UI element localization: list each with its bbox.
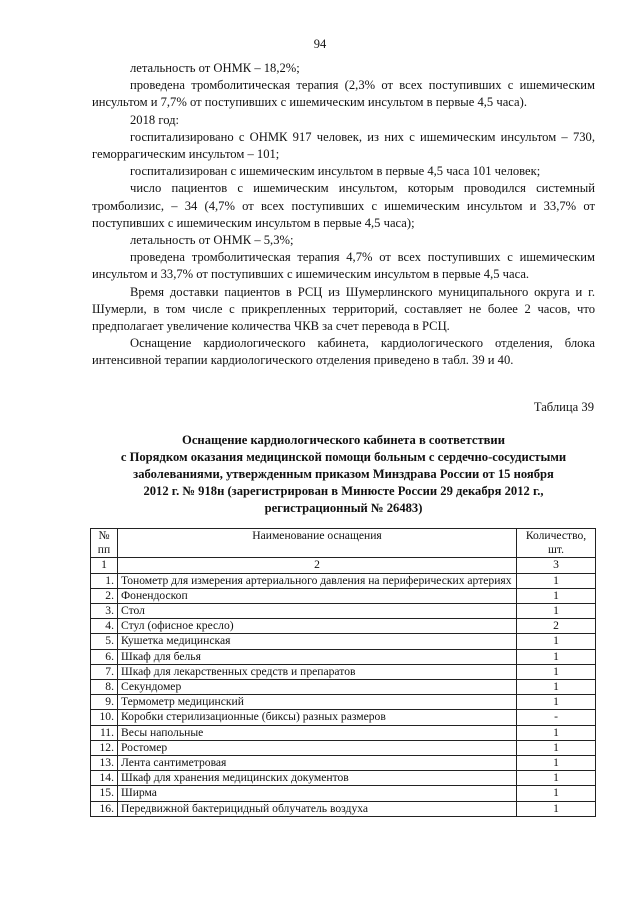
row-number: 2. [91, 588, 118, 603]
paragraph: число пациентов с ишемическим инсультом, которым проводился системный тромболизис, – 34 (4,7% от всех поступивших с ишемическим инсультом и 33,7% от поступивших с ишемическим инсультом в первые 4,5 часа); [92, 181, 595, 230]
table-row [91, 740, 596, 755]
table-label: Таблица 39 [533, 400, 594, 414]
row-number: 1. [91, 573, 118, 588]
table-body [91, 573, 596, 816]
page-number: 94 [313, 37, 327, 51]
row-quantity: 1 [517, 664, 596, 679]
row-number: 3. [91, 604, 118, 619]
row-quantity: - [517, 710, 596, 725]
row-number: 16. [91, 801, 118, 816]
row-quantity: 1 [517, 725, 596, 740]
row-equipment-name: Фонендоскоп [118, 588, 517, 603]
header-number-symbol: № [98, 529, 110, 542]
row-number: 14. [91, 771, 118, 786]
row-equipment-name: Ширма [118, 786, 517, 801]
row-quantity: 1 [517, 604, 596, 619]
row-equipment-name: Лента сантиметровая [118, 756, 517, 771]
table-row [91, 695, 596, 710]
row-equipment-name: Ростомер [118, 740, 517, 755]
row-equipment-name: Передвижной бактерицидный облучатель воздуха [118, 801, 517, 816]
paragraph: госпитализирован с ишемическим инсультом в первые 4,5 часа 101 человек; [130, 164, 541, 179]
row-equipment-name: Шкаф для лекарственных средств и препаратов [118, 664, 517, 679]
paragraph: летальность от ОНМК – 18,2%; [130, 61, 300, 75]
header-quantity-label: Количество, [525, 529, 587, 542]
row-equipment-name: Шкаф для хранения медицинских документов [118, 771, 517, 786]
table-row [91, 771, 596, 786]
table-row [91, 664, 596, 679]
body-text [92, 60, 595, 370]
row-quantity: 1 [517, 634, 596, 649]
paragraph: госпитализировано с ОНМК 917 человек, из них с ишемическим инсультом – 730, геморрагическим инсультом – 101; [92, 129, 595, 162]
row-equipment-name: Стул (офисное кресло) [118, 619, 517, 634]
table-title-line: заболеваниями, утвержденным приказом Минздрава России от 15 ноября [133, 467, 554, 481]
row-quantity: 1 [517, 588, 596, 603]
table-row [91, 801, 596, 816]
header-name: Наименование оснащения [118, 529, 517, 558]
header-quantity [517, 529, 596, 558]
table-title-line: 2012 г. № 918н (зарегистрирован в Минюсте России 29 декабря 2012 г., [143, 484, 544, 498]
column-index: 1 [91, 558, 118, 573]
table-row [91, 573, 596, 588]
row-quantity: 1 [517, 740, 596, 755]
row-quantity: 1 [517, 786, 596, 801]
row-number: 5. [91, 634, 118, 649]
row-number: 6. [91, 649, 118, 664]
column-index: 2 [118, 558, 517, 573]
paragraph: Время доставки пациентов в РСЦ из Шумерлинского муниципального округа и г. Шумерли, в том числе с прикрепленных территорий, составляет не более 2 часов, что предполагает увеличение количества ЧКВ за счет перевода в РСЦ. [92, 284, 595, 334]
table-row [91, 649, 596, 664]
paragraph: проведена тромболитическая терапия 4,7% от всех поступивших с ишемическим инсультом и 33,7% от поступивших с ишемическим инсультом в первые 4,5 часа. [92, 250, 595, 282]
row-quantity: 2 [517, 619, 596, 634]
paragraph: летальность от ОНМК – 5,3%; [130, 233, 294, 248]
header-number [91, 529, 118, 558]
row-quantity: 1 [517, 649, 596, 664]
row-equipment-name: Коробки стерилизационные (биксы) разных размеров [118, 710, 517, 725]
row-equipment-name: Весы напольные [118, 725, 517, 740]
row-number: 8. [91, 680, 118, 695]
table-row [91, 604, 596, 619]
table-row [91, 680, 596, 695]
header-number-abbr: пп [97, 543, 111, 557]
table-title-line: с Порядком оказания медицинской помощи больным с сердечно-сосудистыми [120, 450, 567, 464]
table-row [91, 710, 596, 725]
table-row [91, 588, 596, 603]
table-row [91, 786, 596, 801]
row-quantity: 1 [517, 573, 596, 588]
row-number: 13. [91, 756, 118, 771]
row-equipment-name: Секундомер [118, 680, 517, 695]
column-index-row [91, 558, 596, 573]
table-row [91, 619, 596, 634]
row-quantity: 1 [517, 771, 596, 786]
row-equipment-name: Стол [118, 604, 517, 619]
table-title [92, 432, 595, 517]
paragraph: проведена тромболитическая терапия (2,3% от всех поступивших с ишемическим инсультом и 7,7% от поступивших с ишемическим инсультом в первые 4,5 часа). [92, 78, 595, 110]
row-number: 9. [91, 695, 118, 710]
table-row [91, 756, 596, 771]
table-row [91, 634, 596, 649]
table-title-line: регистрационный № 26483) [264, 501, 423, 515]
row-quantity: 1 [517, 695, 596, 710]
row-quantity: 1 [517, 756, 596, 771]
row-equipment-name: Тонометр для измерения артериального давления на периферических артериях [118, 573, 517, 588]
row-number: 7. [91, 664, 118, 679]
row-equipment-name: Шкаф для белья [118, 649, 517, 664]
paragraph: Оснащение кардиологического кабинета, кардиологического отделения, блока интенсивной терапии кардиологического отделения приведено в табл. 39 и 40. [92, 336, 595, 368]
header-quantity-unit: шт. [547, 543, 565, 557]
row-quantity: 1 [517, 801, 596, 816]
row-number: 4. [91, 619, 118, 634]
row-number: 12. [91, 740, 118, 755]
column-index: 3 [517, 558, 596, 573]
paragraph: 2018 год: [130, 112, 180, 127]
row-equipment-name: Кушетка медицинская [118, 634, 517, 649]
row-number: 11. [91, 725, 118, 740]
row-quantity: 1 [517, 680, 596, 695]
table-header-row [91, 529, 596, 558]
table-title-line: Оснащение кардиологического кабинета в соответствии [182, 433, 505, 447]
table-row [91, 725, 596, 740]
equipment-table [90, 528, 596, 817]
row-number: 10. [91, 710, 118, 725]
row-number: 15. [91, 786, 118, 801]
row-equipment-name: Термометр медицинский [118, 695, 517, 710]
